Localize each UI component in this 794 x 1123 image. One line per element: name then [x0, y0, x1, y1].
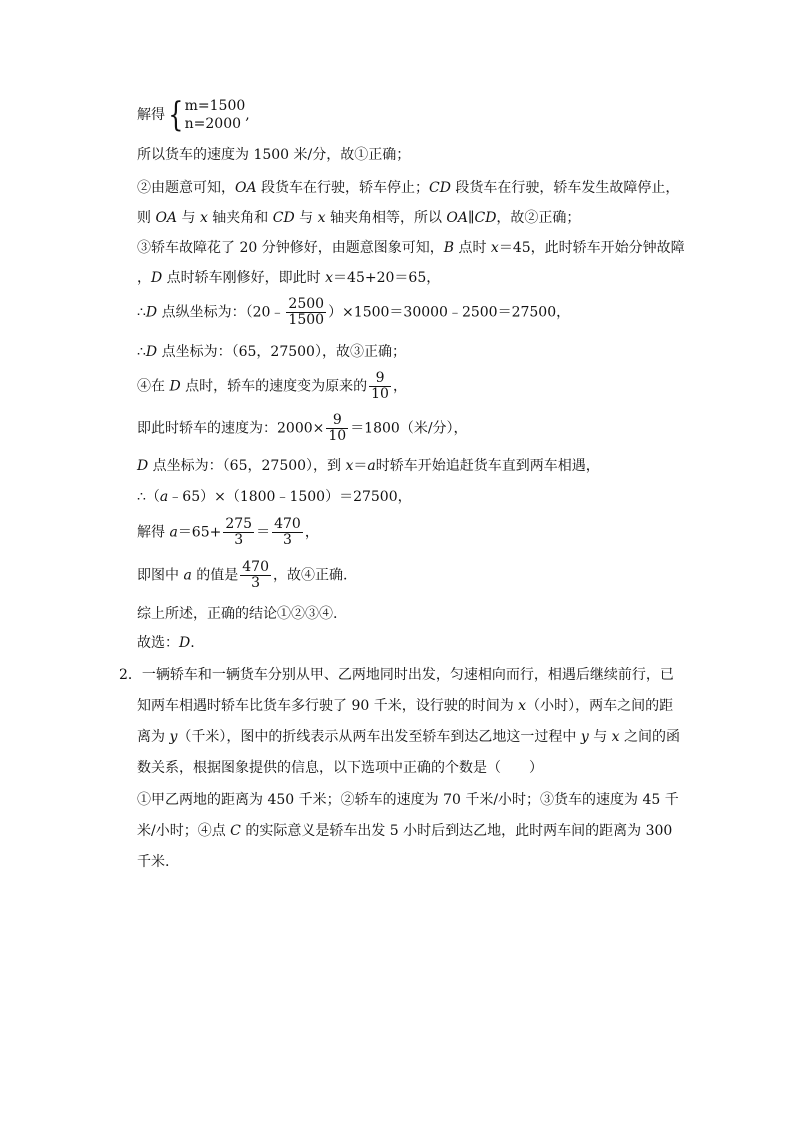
solution-line-14: 即图中 a 的值是 $\frac{470}{3}$ ，故④正确. [137, 559, 348, 591]
question-line-1: 2．一辆轿车和一辆货车分别从甲、乙两地同时出发，匀速相向而行，相遇后继续前行，已 [119, 667, 674, 683]
solution-line-8: ∴D 点坐标为：（65，27500），故③正确； [137, 344, 406, 360]
solution-line-10: 即此时轿车的速度为：2000× $\frac{9}{10}$ ＝1800（米/分）， [137, 412, 468, 444]
solve-system-line: 解得{ m=1500 n=2000 , [137, 95, 250, 135]
solution-line-5: ③轿车故障花了 20 分钟修好，由题意图象可知，B 点时 x＝45，此时轿车开始分钟故障 [137, 240, 685, 256]
question-number: 2． [119, 667, 142, 683]
brace-icon: { [168, 95, 184, 135]
solution-line-16: 故选：D. [137, 635, 195, 651]
question-line-6: 米/小时；④点 C 的实际意义是轿车出发 5 小时后到达乙地，此时两车间的距离为 300 [137, 823, 673, 839]
question-line-5: ①甲乙两地的距离为 450 千米；②轿车的速度为 70 千米/小时；③货车的速度为 45 千 [137, 792, 679, 808]
fraction: $\frac{470}{3}$ [274, 516, 301, 548]
solution-line-4: 则 OA 与 x 轴夹角和 CD 与 x 轴夹角相等，所以 OA∥CD，故②正确； [137, 210, 581, 226]
fraction: $\frac{2500}{1500}$ [288, 296, 325, 328]
solution-line-9: ④在 D 点时，轿车的速度变为原来的 $\frac{9}{10}$ ， [137, 370, 407, 402]
solution-line-3: ②由题意可知，OA 段货车在行驶，轿车停止；CD 段货车在行驶，轿车发生故障停止， [137, 180, 680, 196]
fraction: $\frac{9}{10}$ [371, 370, 389, 402]
fraction: $\frac{470}{3}$ [242, 559, 269, 591]
question-line-2: 知两车相遇时轿车比货车多行驶了 90 千米，设行驶的时间为 x（小时），两车之间的距 [137, 698, 674, 714]
solution-line-12: ∴（a﹣65）×（1800﹣1500）＝27500， [137, 489, 412, 505]
equation-system: m=1500 n=2000 [184, 98, 246, 132]
solution-line-13: 解得 a＝65+ $\frac{275}{3}$ ＝ $\frac{470}{3}$ ， [137, 516, 319, 548]
solution-line-6: ，D 点时轿车刚修好，即此时 x＝45+20＝65， [137, 270, 441, 286]
fraction: $\frac{9}{10}$ [328, 412, 347, 444]
solution-line-2: 所以货车的速度为 1500 米/分，故①正确； [137, 147, 411, 163]
question-line-7: 千米. [137, 854, 170, 870]
solution-line-7: ∴D 点纵坐标为：（20﹣ $\frac{2500}{1500}$ ）×1500＝30000﹣2500＝27500， [137, 296, 571, 328]
question-line-4: 数关系，根据图象提供的信息，以下选项中正确的个数是（ ） [137, 760, 543, 776]
solution-line-11: D 点坐标为：（65，27500），到 x＝a时轿车开始追赶货车直到两车相遇， [137, 458, 600, 474]
fraction: $\frac{275}{3}$ [225, 516, 253, 548]
solution-line-15: 综上所述，正确的结论①②③④. [137, 606, 338, 622]
question-line-3: 离为 y（千米），图中的折线表示从两车出发至轿车到达乙地这一过程中 y 与 x 之间的函 [137, 729, 681, 745]
